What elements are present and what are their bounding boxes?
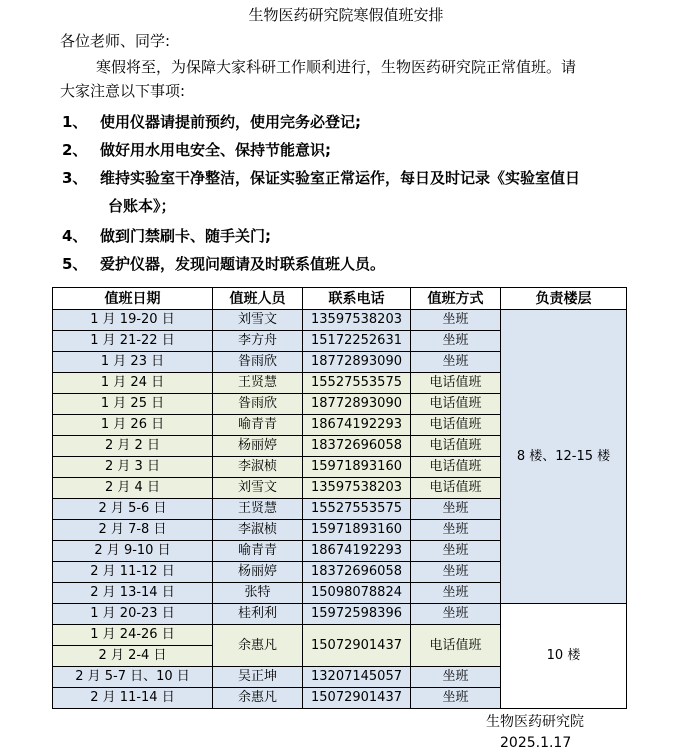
cell-person: 刘雪文 — [213, 310, 303, 331]
cell-phone: 18372696058 — [303, 436, 411, 457]
header-mode: 值班方式 — [411, 288, 501, 310]
cell-date: 2 月 11-14 日 — [53, 688, 213, 709]
cell-person: 王贤慧 — [213, 373, 303, 394]
cell-mode: 坐班 — [411, 541, 501, 562]
cell-mode: 坐班 — [411, 604, 501, 625]
cell-phone: 13207145057 — [303, 667, 411, 688]
duty-schedule-table — [52, 287, 627, 709]
cell-mode: 电话值班 — [411, 394, 501, 415]
item-text: 维持实验室干净整洁，保证实验室正常运作，每日及时记录《实验室值日 — [100, 169, 581, 187]
cell-phone: 13597538203 — [303, 310, 411, 331]
cell-mode: 坐班 — [411, 352, 501, 373]
item-number: 4、 — [62, 227, 88, 245]
cell-person: 刘雪文 — [213, 478, 303, 499]
page-title: 生物医药研究院寒假值班安排 — [248, 6, 444, 24]
cell-phone: 15971893160 — [303, 520, 411, 541]
cell-date: 2 月 7-8 日 — [53, 520, 213, 541]
cell-date: 2 月 2-4 日 — [53, 646, 213, 667]
cell-phone: 18372696058 — [303, 562, 411, 583]
cell-person: 李方舟 — [213, 331, 303, 352]
header-date: 值班日期 — [53, 288, 213, 310]
cell-mode: 坐班 — [411, 331, 501, 352]
header-phone: 联系电话 — [303, 288, 411, 310]
cell-mode: 坐班 — [411, 688, 501, 709]
cell-person: 喻青青 — [213, 541, 303, 562]
header-person: 值班人员 — [213, 288, 303, 310]
greeting: 各位老师、同学: — [60, 32, 171, 50]
cell-person: 李淑桢 — [213, 457, 303, 478]
cell-phone: 18674192293 — [303, 541, 411, 562]
cell-person: 杨丽婷 — [213, 562, 303, 583]
item-text-continued: 台账本》； — [108, 197, 176, 215]
cell-mode: 坐班 — [411, 499, 501, 520]
cell-date: 2 月 9-10 日 — [53, 541, 213, 562]
cell-person: 吴正坤 — [213, 667, 303, 688]
cell-date: 2 月 4 日 — [53, 478, 213, 499]
cell-phone: 15527553575 — [303, 373, 411, 394]
item-text: 做到门禁刷卡、随手关门; — [100, 227, 271, 245]
table-row — [53, 310, 627, 331]
cell-phone: 15072901437 — [303, 688, 411, 709]
cell-date: 2 月 5-6 日 — [53, 499, 213, 520]
header-floor: 负责楼层 — [501, 288, 627, 310]
cell-floor: 10 楼 — [501, 604, 627, 709]
item-number: 5、 — [62, 255, 88, 273]
cell-date: 1 月 20-23 日 — [53, 604, 213, 625]
cell-date: 1 月 24-26 日 — [53, 625, 213, 646]
intro-line-1: 寒假将至，为保障大家科研工作顺利进行，生物医药研究院正常值班。请 — [96, 58, 577, 76]
cell-phone: 15172252631 — [303, 331, 411, 352]
footer-date: 2025.1.17 — [500, 735, 572, 751]
cell-phone: 15072901437 — [303, 625, 411, 667]
item-number: 3、 — [62, 169, 88, 187]
cell-person: 杨丽婷 — [213, 436, 303, 457]
cell-mode: 电话值班 — [411, 373, 501, 394]
cell-mode: 坐班 — [411, 520, 501, 541]
cell-phone: 15972598396 — [303, 604, 411, 625]
table-header-row — [53, 288, 627, 310]
item-text: 做好用水用电安全、保持节能意识; — [100, 141, 332, 159]
item-number: 2、 — [62, 141, 88, 159]
cell-date: 1 月 23 日 — [53, 352, 213, 373]
cell-date: 2 月 11-12 日 — [53, 562, 213, 583]
item-text: 爱护仪器，发现问题请及时联系值班人员。 — [100, 255, 386, 273]
cell-mode: 电话值班 — [411, 625, 501, 667]
cell-floor: 8 楼、12-15 楼 — [501, 310, 627, 604]
item-text: 使用仪器请提前预约，使用完务必登记; — [100, 113, 362, 131]
table-row — [53, 604, 627, 625]
cell-date: 1 月 26 日 — [53, 415, 213, 436]
cell-person: 桂利利 — [213, 604, 303, 625]
cell-date: 2 月 3 日 — [53, 457, 213, 478]
cell-date: 2 月 5-7 日、10 日 — [53, 667, 213, 688]
cell-person: 王贤慧 — [213, 499, 303, 520]
cell-mode: 电话值班 — [411, 436, 501, 457]
cell-person: 昝雨欣 — [213, 394, 303, 415]
cell-phone: 13597538203 — [303, 478, 411, 499]
cell-mode: 坐班 — [411, 310, 501, 331]
cell-date: 1 月 21-22 日 — [53, 331, 213, 352]
cell-person: 余惠凡 — [213, 625, 303, 667]
cell-mode: 电话值班 — [411, 415, 501, 436]
cell-date: 2 月 13-14 日 — [53, 583, 213, 604]
cell-person: 余惠凡 — [213, 688, 303, 709]
item-number: 1、 — [62, 113, 88, 131]
cell-person: 李淑桢 — [213, 520, 303, 541]
cell-person: 喻青青 — [213, 415, 303, 436]
cell-phone: 18674192293 — [303, 415, 411, 436]
cell-phone: 18772893090 — [303, 394, 411, 415]
cell-mode: 坐班 — [411, 667, 501, 688]
cell-date: 1 月 19-20 日 — [53, 310, 213, 331]
cell-mode: 坐班 — [411, 583, 501, 604]
cell-mode: 坐班 — [411, 562, 501, 583]
cell-date: 1 月 24 日 — [53, 373, 213, 394]
cell-phone: 15098078824 — [303, 583, 411, 604]
intro-line-2: 大家注意以下事项: — [60, 82, 186, 100]
cell-mode: 电话值班 — [411, 478, 501, 499]
cell-date: 1 月 25 日 — [53, 394, 213, 415]
footer-organization: 生物医药研究院 — [486, 714, 584, 730]
cell-date: 2 月 2 日 — [53, 436, 213, 457]
cell-mode: 电话值班 — [411, 457, 501, 478]
cell-person: 昝雨欣 — [213, 352, 303, 373]
cell-phone: 18772893090 — [303, 352, 411, 373]
cell-person: 张特 — [213, 583, 303, 604]
cell-phone: 15527553575 — [303, 499, 411, 520]
cell-phone: 15971893160 — [303, 457, 411, 478]
